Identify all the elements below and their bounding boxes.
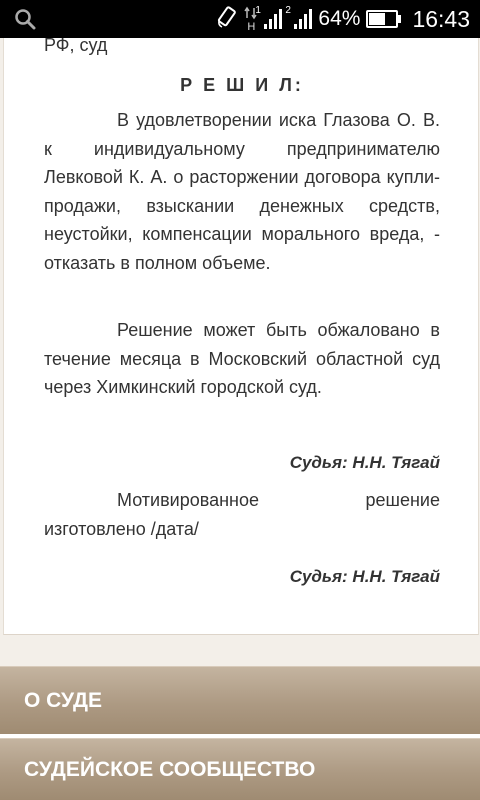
battery-percent: 64% bbox=[318, 7, 361, 30]
battery-icon bbox=[366, 10, 398, 28]
content-area bbox=[0, 35, 480, 666]
appeal-paragraph: Решение может быть обжаловано в течение месяца в Московский областной суд через Химкинский городской суд. bbox=[44, 320, 440, 397]
sim2-label: 2 bbox=[285, 5, 291, 16]
rotation-icon bbox=[216, 5, 238, 34]
judge-signature: Судья: Н.Н. Тягай bbox=[289, 567, 440, 586]
document-top-line: РФ, суд bbox=[44, 35, 108, 55]
menu-item-judicial-community[interactable] bbox=[0, 738, 480, 800]
signal-icon bbox=[255, 5, 282, 29]
motivated-decision-paragraph bbox=[44, 486, 440, 543]
motivated-word: Мотивированное bbox=[117, 490, 260, 510]
decision-heading: Р Е Ш И Л: bbox=[180, 75, 304, 95]
judge-signature: Судья: Н.Н. Тягай bbox=[289, 453, 440, 472]
decision-word: решение bbox=[365, 490, 440, 510]
clock: 16:43 bbox=[412, 5, 470, 32]
search-icon[interactable] bbox=[14, 8, 36, 35]
decision-paragraph: В удовлетворении иска Глазова О. В. к индивидуальному предпринимателю Левковой К. А. о расторжении договора купли-продажи, взыскании денежных средств, неустойки, компенсации морального вреда, - отказать в полном объеме. bbox=[44, 110, 440, 273]
sim1-label: 1 bbox=[255, 5, 261, 16]
prepared-date-line: изготовлено /дата/ bbox=[44, 518, 199, 539]
menu-item-about-court[interactable] bbox=[0, 666, 480, 734]
menu-item-label: О СУДЕ bbox=[24, 688, 103, 712]
network-type-label: H bbox=[247, 21, 256, 33]
menu-item-label: СУДЕЙСКОЕ СООБЩЕСТВО bbox=[24, 757, 316, 781]
document-card bbox=[3, 35, 479, 635]
signal-icon bbox=[285, 5, 312, 29]
battery-fill bbox=[369, 13, 384, 25]
